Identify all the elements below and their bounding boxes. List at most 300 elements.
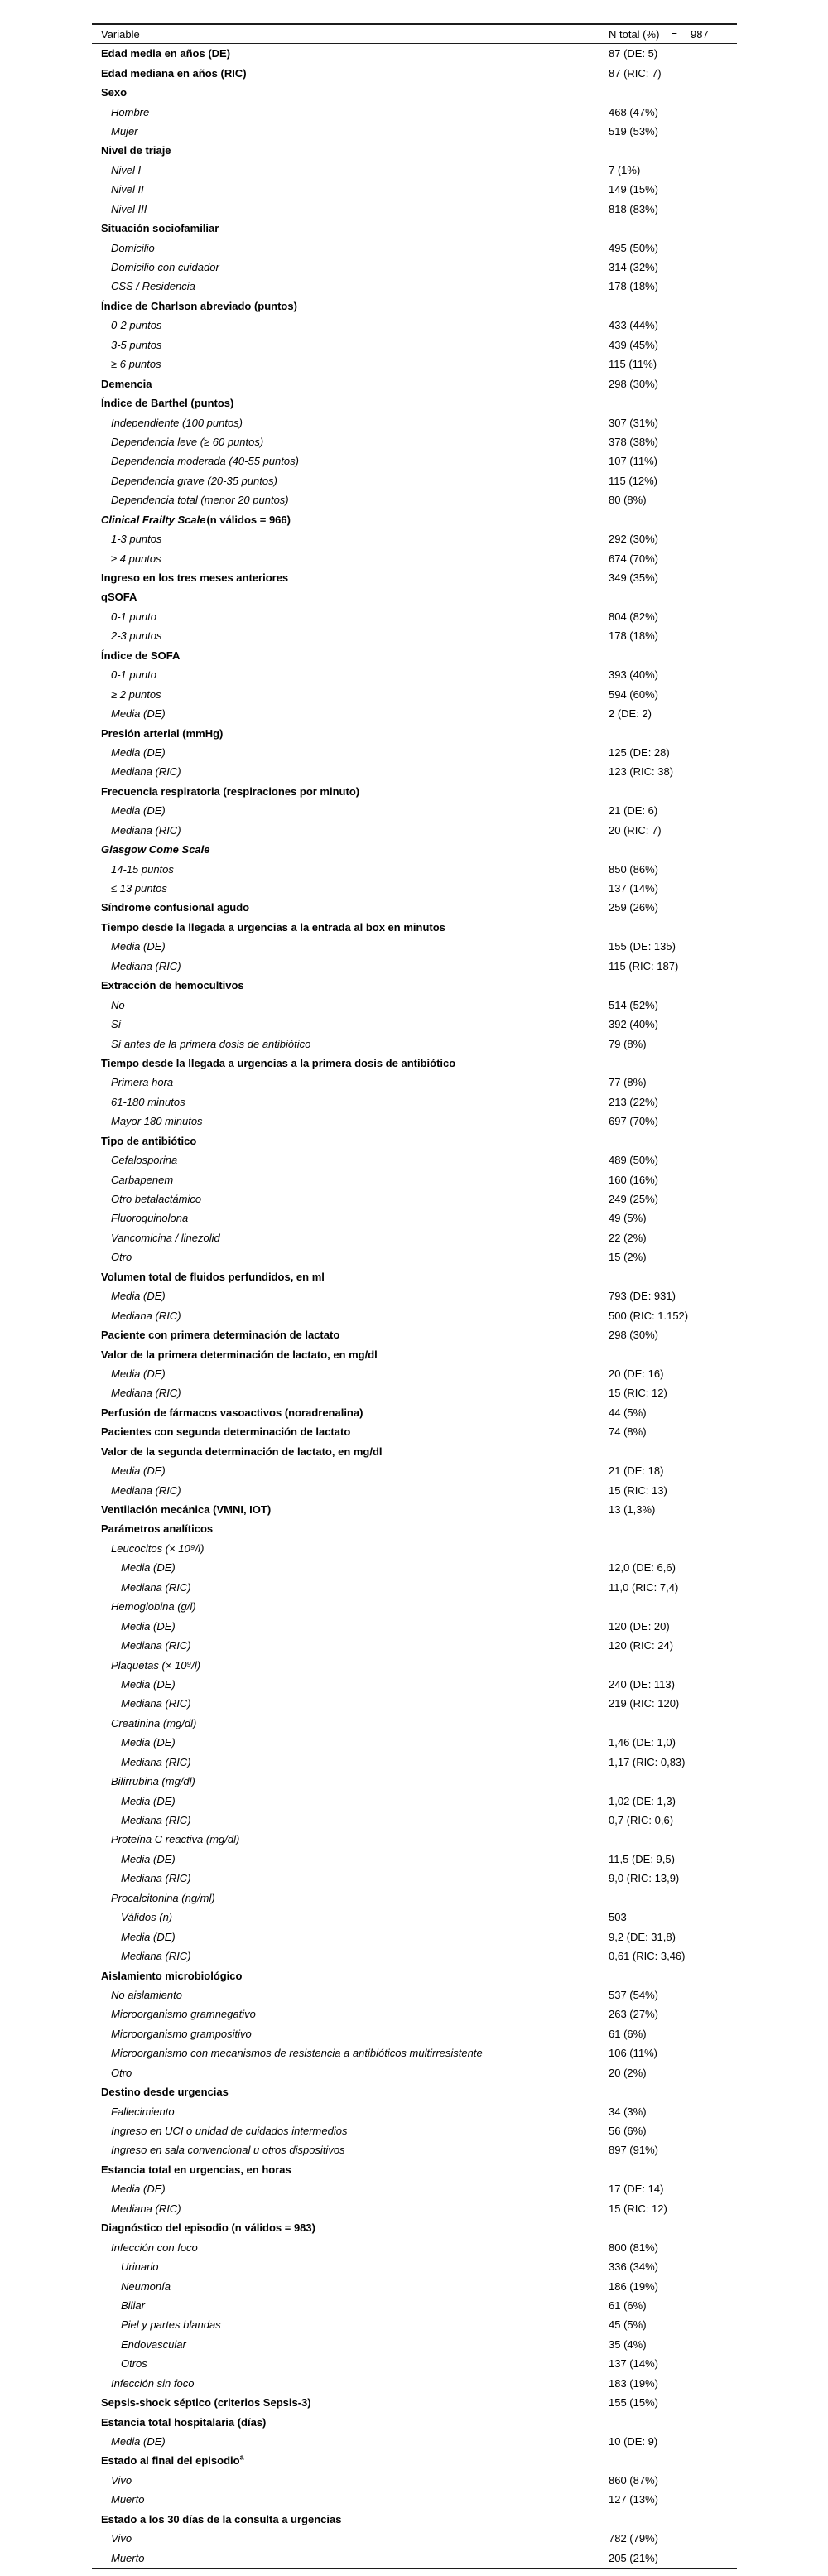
row-value: 17 (DE: 14) [609,2183,664,2196]
table-row [92,1733,737,1752]
row-label [92,2493,609,2506]
row-label [92,2241,609,2254]
row-label [92,1329,609,1341]
row-label [92,436,609,448]
row-value: 393 (40%) [609,668,658,682]
row-label-text: Mediana (RIC) [121,1580,191,1594]
row-value: 160 (16%) [609,1173,658,1186]
row-label-text: Dependencia grave (20-35 puntos) [111,474,277,487]
table-row [92,2121,737,2140]
row-label [92,2416,609,2429]
row-label [92,785,609,798]
row-label-text: Media (DE) [111,745,166,759]
row-label-text: Clinical Frailty Scale [101,513,206,526]
row-label-text: Mediana (RIC) [121,1872,191,1885]
row-label [92,1970,609,1982]
row-label-text: Otro [111,1251,132,1264]
table-row [92,393,737,412]
row-label-text: ≥ 6 puntos [111,358,161,371]
row-label-text: Biliar [121,2299,145,2312]
row-label [92,940,609,953]
table-row [92,782,737,801]
table-row [92,1753,737,1772]
table-row [92,1655,737,1674]
table-row [92,1850,737,1869]
table-row [92,918,737,937]
row-value: 219 (RIC: 120) [609,1697,680,1710]
row-label-text: Mediana (RIC) [111,959,181,972]
row-label [92,417,609,429]
row-label-text: Mediana (RIC) [111,2202,181,2215]
row-label-text: Independiente (100 puntos) [111,416,243,429]
row-label [92,1464,609,1477]
table-row [92,957,737,976]
table-row [92,2490,737,2509]
table-row [92,995,737,1014]
row-label [92,164,609,176]
table-row [92,626,737,645]
row-value: 123 (RIC: 38) [609,765,674,779]
row-value: 11,5 (DE: 9,5) [609,1852,675,1865]
row-label-text: Tiempo desde la llegada a urgencias a la primera dosis de antibiótico [101,1056,456,1069]
row-label-text: Frecuencia respiratoria (respiraciones por minuto) [101,784,360,798]
row-label [92,300,609,312]
row-value: 125 (DE: 28) [609,745,670,759]
table-row [92,180,737,199]
row-value: 35 (4%) [609,2337,647,2351]
row-label [92,1310,609,1322]
row-label-text: Piel y partes blandas [121,2318,221,2332]
table-row [92,1636,737,1655]
row-label-text: Nivel III [111,202,147,215]
row-value: 120 (RIC: 24) [609,1639,674,1652]
table-row [92,1811,737,1830]
row-value: 378 (38%) [609,435,658,448]
table-row [92,2471,737,2490]
row-label-text: Ingreso en UCI o unidad de cuidados intermedios [111,2125,348,2138]
row-value: 21 (DE: 6) [609,804,658,818]
row-label [92,2435,609,2448]
row-label-text: Proteína C reactiva (mg/dl) [111,1833,240,1846]
row-label [92,319,609,331]
row-label-text: Cefalosporina [111,1154,178,1167]
table-row [92,2004,737,2024]
row-label-text: Estancia total hospitalaria (días) [101,2415,267,2429]
row-label [92,2454,609,2467]
row-label [92,2318,609,2331]
row-value: 0,61 (RIC: 3,46) [609,1950,686,1963]
table-row [92,2218,737,2237]
row-label-text: Estancia total en urgencias, en horas [101,2163,291,2176]
row-value: 11,0 (RIC: 7,4) [609,1580,679,1594]
row-label [92,804,609,817]
row-label [92,707,609,720]
row-label-text: Dependencia total (menor 20 puntos) [111,494,289,507]
table-row [92,1015,737,1034]
row-value: 7 (1%) [609,163,641,176]
row-label-text: 61-180 minutos [111,1095,185,1108]
row-label [92,183,609,195]
table-row [92,704,737,723]
row-label-text: Creatinina (mg/dl) [111,1716,197,1729]
row-label [92,727,609,740]
row-label [92,2357,609,2370]
row-label [92,2047,609,2059]
table-row [92,1403,737,1422]
row-value: 307 (31%) [609,416,658,429]
table-row [92,1675,737,1694]
table-row [92,1480,737,1499]
row-value: 115 (11%) [609,358,657,371]
row-label [92,1639,609,1652]
row-value: 106 (11%) [609,2047,658,2060]
table-row [92,1093,737,1112]
table-row [92,1131,737,1151]
table-row [92,976,737,995]
table-row [92,277,737,296]
row-value: 240 (DE: 113) [609,1677,675,1691]
row-label [92,591,609,603]
row-label [92,1736,609,1749]
row-label [92,688,609,701]
table-row [92,219,737,238]
row-label [92,2396,609,2409]
table-row [92,1908,737,1927]
row-label [92,2474,609,2487]
table-row [92,2237,737,2256]
row-label [92,339,609,351]
row-label [92,1892,609,1904]
table-row [92,1208,737,1228]
row-label-text: Muerto [111,2551,145,2564]
row-label-text: ≤ 13 puntos [111,882,167,895]
table-row [92,587,737,606]
row-label [92,1678,609,1691]
table-row [92,1228,737,1247]
row-value: 74 (8%) [609,1425,647,1439]
table-row [92,102,737,121]
row-label [92,1600,609,1613]
table-row [92,1791,737,1810]
row-label-text: Glasgow Come Scale [101,843,210,856]
table-row [92,2374,737,2393]
row-value: 336 (34%) [609,2260,658,2274]
row-label-text: Mediana (RIC) [111,765,181,779]
row-label [92,1581,609,1594]
table-row [92,2335,737,2354]
row-label [92,746,609,759]
row-label-text: Vancomicina / linezolid [111,1231,220,1244]
row-label [92,378,609,390]
row-label-text: Tipo de antibiótico [101,1134,197,1147]
row-value: 500 (RIC: 1.152) [609,1309,689,1322]
row-label-text: Destino desde urgencias [101,2086,229,2099]
row-label-text: Media (DE) [121,1930,176,1943]
table-row [92,2296,737,2315]
table-row [92,1539,737,1558]
row-label-text: Media (DE) [121,1619,176,1633]
table-row [92,723,737,742]
table-row [92,2063,737,2082]
table-row [92,1597,737,1616]
table-row [92,1344,737,1363]
row-label [92,765,609,778]
table-row [92,937,737,956]
table-row [92,374,737,393]
row-label [92,1561,609,1574]
row-label [92,1717,609,1729]
row-label [92,1872,609,1884]
table-row [92,1325,737,1344]
table-row [92,335,737,355]
table-row [92,1305,737,1324]
row-label [92,1659,609,1672]
row-value: 21 (DE: 18) [609,1464,664,1478]
table-row [92,1383,737,1402]
row-label [92,1232,609,1244]
row-label [92,144,609,157]
table-row [92,2257,737,2276]
row-label-text: Demencia [101,377,152,390]
row-label-text: Bilirrubina (mg/dl) [111,1775,195,1788]
row-label-text: Edad mediana en años (RIC) [101,66,247,80]
row-label [92,2260,609,2273]
row-label [92,1756,609,1768]
row-value: 314 (32%) [609,261,658,274]
row-label [92,533,609,545]
table-row [92,2548,737,2567]
row-label-text: Extracción de hemocultivos [101,979,244,992]
row-label-text: Otros [121,2357,147,2371]
row-label-text: Fallecimiento [111,2105,175,2118]
row-label-text: Plaquetas (× 10⁹/l) [111,1658,201,1672]
row-value: 489 (50%) [609,1154,658,1167]
row-label-text: Paciente con primera determinación de lactato [101,1329,340,1342]
table-row [92,1267,737,1286]
row-label [92,2202,609,2215]
row-value: 15 (2%) [609,1251,647,1264]
row-label-text: Mediana (RIC) [111,1387,181,1400]
row-value: 87 (RIC: 7) [609,66,662,80]
row-label-text: Neumonía [121,2279,171,2293]
row-label [92,2513,609,2525]
table-row [92,1616,737,1635]
row-label [92,901,609,914]
row-value: 61 (6%) [609,2027,647,2040]
table-row [92,1073,737,1092]
table-row [92,2199,737,2218]
row-label [92,1445,609,1458]
row-label [92,261,609,273]
row-label-text: Sí [111,1018,122,1031]
row-label-text: Diagnóstico del episodio (n válidos = 983) [101,2221,315,2235]
row-value: 45 (5%) [609,2318,647,2332]
row-label [92,1795,609,1807]
row-value: 263 (27%) [609,2008,658,2021]
row-value: 2 (DE: 2) [609,707,652,721]
row-label [92,2028,609,2040]
row-value: 439 (45%) [609,338,658,351]
row-label-text: 1-3 puntos [111,533,162,546]
row-label [92,1154,609,1166]
table-row [92,2082,737,2101]
row-value: 298 (30%) [609,377,658,390]
row-label [92,921,609,933]
table-row [92,2276,737,2295]
row-label [92,2086,609,2098]
row-value: 9,2 (DE: 31,8) [609,1930,676,1943]
table-row [92,161,737,180]
table-body [92,44,737,2568]
row-value: 0,7 (RIC: 0,6) [609,1814,674,1827]
row-label-text: Media (DE) [111,1367,166,1380]
table-row [92,859,737,878]
row-value: 468 (47%) [609,105,658,118]
row-value: 13 (1,3%) [609,1503,656,1517]
table-row [92,665,737,684]
row-label [92,242,609,254]
row-label-text: Síndrome confusional agudo [101,901,250,914]
table-row [92,44,737,63]
row-label-text: Muerto [111,2493,145,2506]
row-label-text: Dependencia moderada (40-55 puntos) [111,455,299,468]
row-label [92,2125,609,2137]
row-label-text: Nivel II [111,183,144,196]
row-label-text: Ingreso en sala convencional u otros dispositivos [111,2144,345,2157]
row-value: 115 (RIC: 187) [609,959,679,972]
row-label [92,999,609,1011]
row-value: 697 (70%) [609,1115,658,1128]
row-label [92,2299,609,2312]
row-label [92,2008,609,2020]
row-value: 782 (79%) [609,2532,658,2545]
row-label-suffix: (n válidos = 966) [206,513,291,526]
row-value: 80 (8%) [609,494,647,507]
row-value: 20 (2%) [609,2066,647,2079]
table-row [92,2160,737,2179]
row-value: 186 (19%) [609,2279,658,2293]
row-label-text: Índice de SOFA [101,649,181,662]
row-label-text: Mediana (RIC) [121,1755,191,1768]
table-row [92,2043,737,2062]
row-label [92,2280,609,2293]
table-row [92,529,737,548]
row-value: 49 (5%) [609,1212,647,1225]
row-value: 120 (DE: 20) [609,1619,670,1633]
row-value: 77 (8%) [609,1076,647,1089]
table-row [92,316,737,335]
row-value: 392 (40%) [609,1018,658,1031]
table-row [92,821,737,840]
table-row [92,548,737,567]
table-row [92,1189,737,1208]
row-label-text: ≥ 4 puntos [111,552,161,565]
row-label-text: Mediana (RIC) [111,1483,181,1497]
table-header-row [92,25,737,44]
row-label [92,2532,609,2545]
row-value: 10 (DE: 9) [609,2435,658,2448]
row-value: 349 (35%) [609,572,658,585]
row-value: 15 (RIC: 13) [609,1483,667,1497]
row-label [92,203,609,215]
row-value: 594 (60%) [609,687,658,701]
row-label [92,475,609,487]
row-value: 433 (44%) [609,319,658,332]
row-value: 495 (50%) [609,241,658,254]
table-row [92,2179,737,2198]
row-label [92,863,609,876]
row-label [92,1018,609,1030]
table-row [92,1461,737,1480]
row-value: 149 (15%) [609,183,658,196]
row-value: 213 (22%) [609,1095,658,1108]
table-row [92,801,737,820]
table-row [92,2140,737,2159]
row-label-text: 14-15 puntos [111,862,174,876]
row-label-text: qSOFA [101,591,137,604]
table-row [92,2024,737,2043]
row-value: 20 (DE: 16) [609,1367,664,1380]
row-value: 12,0 (DE: 6,6) [609,1561,676,1575]
row-label-text: Valor de la primera determinación de lactato, en mg/dl [101,1348,378,1361]
table-row [92,1151,737,1170]
row-value: 183 (19%) [609,2376,658,2390]
row-label [92,1193,609,1205]
table-row [92,122,737,141]
row-label-text: Sexo [101,86,128,99]
table-row [92,1500,737,1519]
row-label-text: Tiempo desde la llegada a urgencias a la entrada al box en minutos [101,920,445,933]
row-label-superscript: a [239,2454,244,2463]
table-row [92,1714,737,1733]
row-label-text: Aislamiento microbiológico [101,1969,243,1982]
table-row [92,2101,737,2120]
row-value: 514 (52%) [609,998,658,1011]
table-row [92,2510,737,2529]
row-value: 15 (RIC: 12) [609,2202,667,2215]
table-row [92,1946,737,1966]
row-label [92,824,609,837]
row-label-text: Mayor 180 minutos [111,1115,203,1128]
row-label-text: Media (DE) [111,940,166,953]
row-label [92,1950,609,1962]
row-label [92,630,609,642]
table-row [92,646,737,665]
row-label-text: Media (DE) [121,1736,176,1749]
row-label-text: Media (DE) [111,707,166,721]
row-label-text: Vivo [111,2532,132,2545]
row-value: 79 (8%) [609,1037,647,1050]
table-row [92,607,737,626]
row-label [92,1775,609,1787]
row-label-text: Mediana (RIC) [111,1309,181,1322]
row-label [92,1251,609,1263]
row-label [92,1076,609,1088]
table-row [92,1247,737,1266]
row-value: 1,17 (RIC: 0,83) [609,1755,686,1768]
row-value: 155 (DE: 135) [609,940,676,953]
row-label-text: Microorganismo gramnegativo [111,2008,256,2021]
row-label [92,2377,609,2390]
table-row [92,684,737,703]
row-label [92,610,609,623]
row-label [92,979,609,991]
row-label-text: Media (DE) [111,1290,166,1303]
row-label-text: Media (DE) [121,1677,176,1691]
row-label [92,397,609,409]
row-label-text: Procalcitonina (ng/ml) [111,1891,215,1904]
row-label-text: Fluoroquinolona [111,1212,189,1225]
